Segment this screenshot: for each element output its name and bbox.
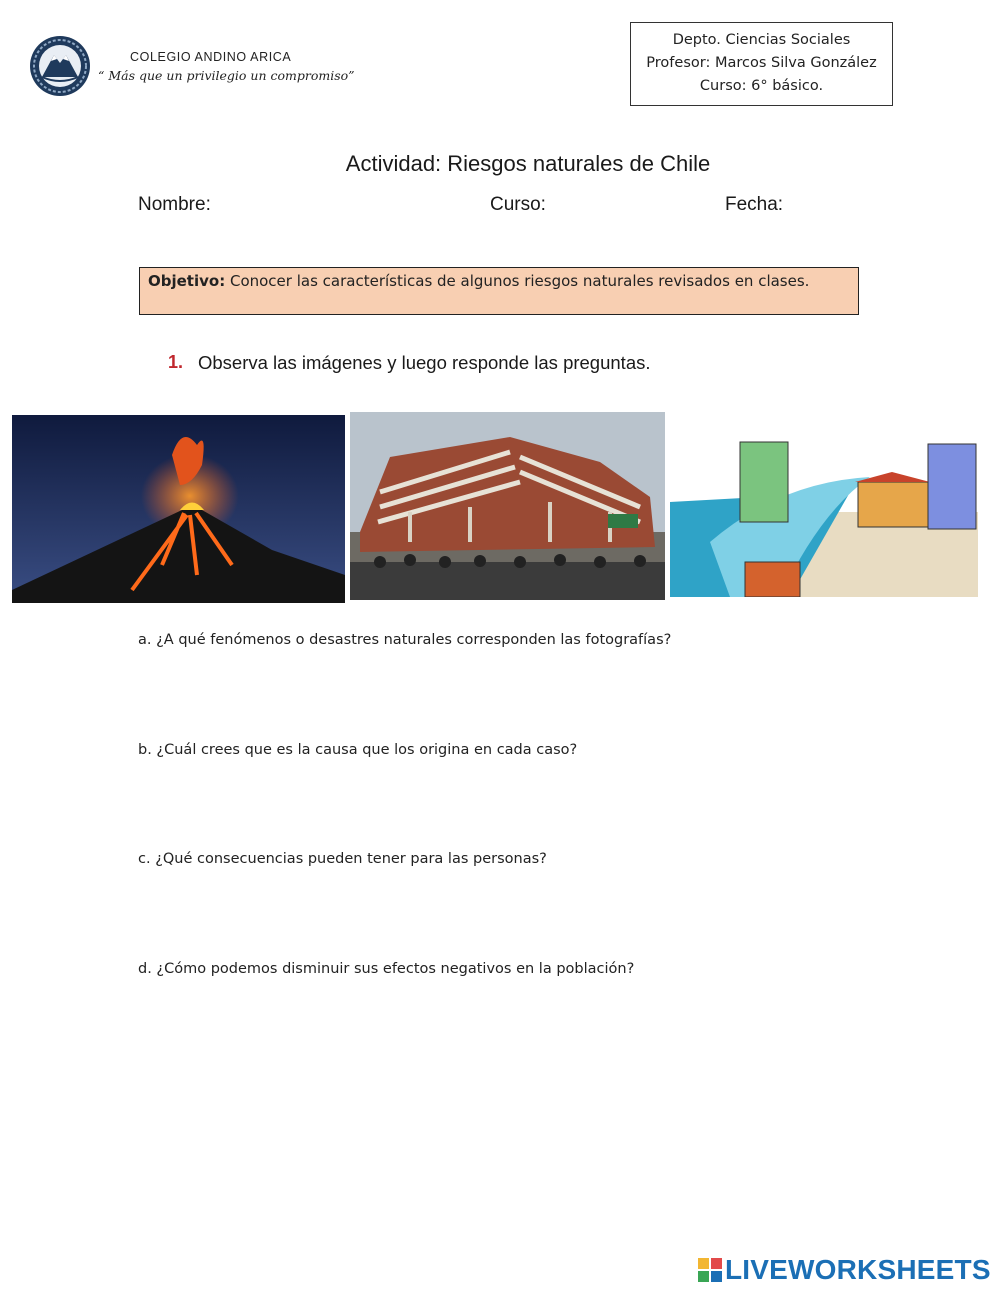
objective-box [139, 267, 859, 315]
liveworksheets-logo-icon [698, 1258, 722, 1282]
question-d: d. ¿Cómo podemos disminuir sus efectos negativos en la población? [138, 961, 635, 977]
date-field-label: Fecha: [725, 194, 784, 215]
objective-text: Conocer las características de algunos riesgos naturales revisados en clases. [225, 272, 810, 290]
instruction-text: Observa las imágenes y luego responde las preguntas. [198, 352, 651, 373]
page-title: Actividad: Riesgos naturales de Chile [345, 151, 711, 176]
question-a: a. ¿A qué fenómenos o desastres naturales corresponden las fotografías? [138, 632, 672, 648]
earthquake-collapsed-building-photo [350, 412, 665, 600]
tsunami-illustration [670, 432, 978, 597]
volcano-eruption-photo [12, 415, 345, 603]
school-logo [28, 33, 92, 99]
department-box [630, 22, 893, 106]
brand-text: LIVEWORKSHEETS [725, 1254, 991, 1285]
instruction-number: 1. [168, 352, 184, 372]
course-field-label: Curso: [490, 194, 546, 215]
teacher-label: Profesor: Marcos Silva González [646, 55, 877, 71]
question-c: c. ¿Qué consecuencias pueden tener para las personas? [138, 851, 547, 867]
question-b: b. ¿Cuál crees que es la causa que los origina en cada caso? [138, 742, 578, 758]
school-name: COLEGIO ANDINO ARICA [130, 50, 292, 64]
objective-label: Objetivo: [148, 272, 226, 290]
department-label: Depto. Ciencias Sociales [672, 32, 851, 48]
school-motto: “ Más que un privilegio un compromiso” [98, 68, 355, 83]
course-label: Curso: 6° básico. [699, 78, 824, 94]
name-field-label: Nombre: [138, 194, 211, 215]
liveworksheets-brand [698, 1254, 991, 1286]
